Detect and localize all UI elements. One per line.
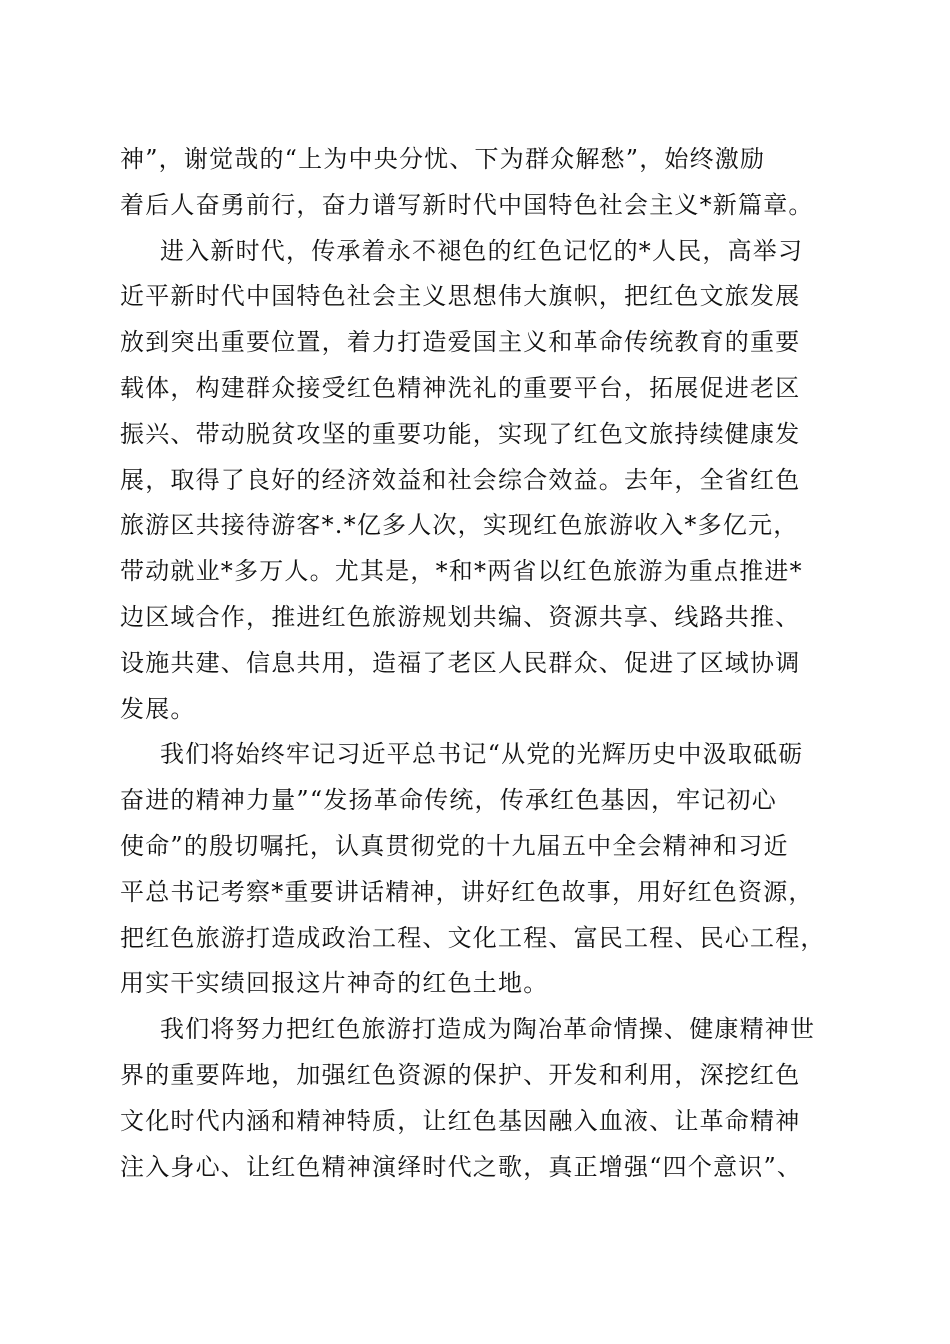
text-line: 神”，谢觉哉的“上为中央分忧、下为群众解愁”，始终激励 <box>120 145 766 173</box>
text-line: 带动就业*多万人。尤其是，*和*两省以红色旅游为重点推进* <box>120 557 803 586</box>
paragraph-start-line: 我们将始终牢记习近平总书记“从党的光辉历史中汲取砥砺 <box>160 740 804 769</box>
text-line: 设施共建、信息共用，造福了老区人民群众、促进了区域协调 <box>120 648 801 677</box>
paragraph-start-line: 我们将努力把红色旅游打造成为陶冶革命情操、健康精神世 <box>160 1015 816 1044</box>
text-line: 载体，构建群众接受红色精神洗礼的重要平台，拓展促进老区 <box>120 373 801 402</box>
text-line: 边区域合作，推进红色旅游规划共编、资源共享、线路共推、 <box>120 602 801 631</box>
text-line: 着后人奋勇前行，奋力谱写新时代中国特色社会主义*新篇章。 <box>120 190 814 219</box>
text-line: 放到突出重要位置，着力打造爱国主义和革命传统教育的重要 <box>120 328 801 357</box>
text-line: 界的重要阵地，加强红色资源的保护、开发和利用，深挖红色 <box>120 1060 801 1089</box>
text-line: 使命”的殷切嘱托，认真贯彻党的十九届五中全会精神和习近 <box>120 831 789 860</box>
text-line: 用实干实绩回报这片神奇的红色土地。 <box>120 969 549 998</box>
text-line: 发展。 <box>120 694 196 723</box>
text-line: 把红色旅游打造成政治工程、文化工程、富民工程、民心工程， <box>120 923 826 952</box>
text-line: 奋进的精神力量”“发扬革命传统，传承红色基因，牢记初心 <box>120 786 777 815</box>
text-line: 平总书记考察*重要讲话精神，讲好红色故事，用好红色资源， <box>120 877 814 906</box>
text-line: 振兴、带动脱贫攻坚的重要功能，实现了红色文旅持续健康发 <box>120 419 801 448</box>
text-line: 旅游区共接待游客*.*亿多人次，实现红色旅游收入*多亿元， <box>120 511 799 540</box>
text-line: 注入身心、让红色精神演绎时代之歌，真正增强“四个意识”、 <box>120 1152 803 1181</box>
body-text <box>120 137 832 1190</box>
text-line: 展，取得了良好的经济效益和社会综合效益。去年，全省红色 <box>120 465 801 494</box>
text-line: 文化时代内涵和精神特质，让红色基因融入血液、让革命精神 <box>120 1106 801 1135</box>
text-line: 近平新时代中国特色社会主义思想伟大旗帜，把红色文旅发展 <box>120 282 801 311</box>
paragraph-start-line: 进入新时代，传承着永不褪色的红色记忆的*人民，高举习 <box>160 236 804 265</box>
